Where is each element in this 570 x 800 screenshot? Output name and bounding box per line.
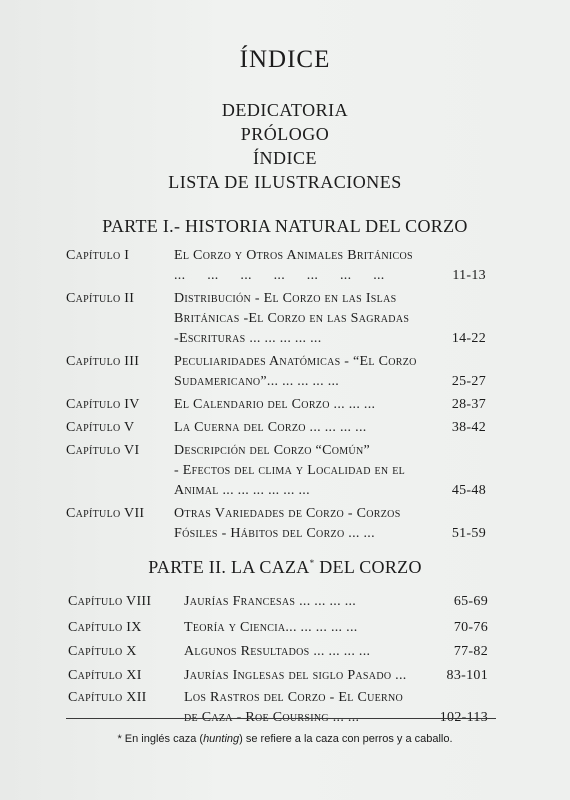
toc-entry <box>66 246 486 286</box>
page-range: 77-82 <box>453 644 488 659</box>
toc-entry <box>66 395 486 415</box>
toc-entry <box>66 441 486 501</box>
footnote-text-end: ) se refiere a la caza con perros y a caballo. <box>239 733 453 745</box>
entry-line: Animal ... ... ... ... ... ... <box>174 483 310 498</box>
entry-line: Otras Variedades de Corzo - Corzos <box>174 506 401 521</box>
page-range: 25-27 <box>451 374 486 389</box>
footnote-italic: hunting <box>203 733 240 745</box>
page-range: 45-48 <box>451 483 486 498</box>
chapter-label: Capítulo III <box>66 354 140 369</box>
page-range: 28-37 <box>451 397 486 412</box>
page-title: ÍNDICE <box>239 46 331 73</box>
toc-entry <box>66 418 486 438</box>
entry-line: - Efectos del clima y Localidad en el <box>174 463 406 478</box>
page-range: 102-113 <box>439 710 488 725</box>
entry-line: Fósiles - Hábitos del Corzo ... ... <box>174 526 375 541</box>
page-range: 11-13 <box>452 268 486 283</box>
entry-line: -Escrituras ... ... ... ... ... <box>174 331 322 346</box>
entry-line: Jaurías Francesas ... ... ... ... <box>184 594 357 609</box>
entry-line: Los Rastros del Corzo - El Cuerno <box>184 690 404 705</box>
chapter-label: Capítulo XII <box>68 690 147 705</box>
toc-entry <box>66 352 486 392</box>
chapter-label: Capítulo VII <box>66 506 145 521</box>
toc-entry <box>66 289 486 349</box>
entry-line: Descripción del Corzo “Común” <box>174 443 370 458</box>
part1-heading: PARTE I.- HISTORIA NATURAL DEL CORZO <box>102 216 468 236</box>
entry-line: Teoría y Ciencia... ... ... ... ... <box>184 620 358 635</box>
chapter-label: Capítulo VI <box>66 443 140 458</box>
entry-line: Jaurías Inglesas del siglo Pasado ... <box>184 668 407 683</box>
page-range: 51-59 <box>451 526 486 541</box>
entry-line: El Corzo y Otros Animales Británicos <box>174 248 413 263</box>
toc-entry <box>68 592 488 612</box>
page-range: 70-76 <box>453 620 488 635</box>
entry-line: Británicas -El Corzo en las Sagradas <box>174 311 410 326</box>
entry-line: La Cuerna del Corzo ... ... ... ... <box>174 420 367 435</box>
chapter-label: Capítulo XI <box>68 668 142 683</box>
chapter-label: Capítulo X <box>68 644 137 659</box>
front-matter-item: LISTA DE ILUSTRACIONES <box>168 172 402 192</box>
entry-line: ... ... ... ... ... ... ... <box>174 268 385 283</box>
toc-entry <box>68 642 488 662</box>
toc-entry <box>68 688 488 728</box>
toc-entry <box>68 666 488 686</box>
page-range: 14-22 <box>451 331 486 346</box>
entry-line: de Caza - Roe Coursing ... ... <box>184 710 360 725</box>
entry-line: El Calendario del Corzo ... ... ... <box>174 397 376 412</box>
chapter-label: Capítulo II <box>66 291 135 306</box>
part2-heading <box>0 557 570 578</box>
chapter-label: Capítulo V <box>66 420 135 435</box>
front-matter-list <box>0 98 570 194</box>
chapter-label: Capítulo I <box>66 248 130 263</box>
footnote <box>0 733 570 745</box>
chapter-label: Capítulo IX <box>68 620 142 635</box>
front-matter-item: PRÓLOGO <box>240 124 330 144</box>
entry-line: Peculiaridades Anatómicas - “El Corzo <box>174 354 417 369</box>
toc-entry <box>66 504 486 544</box>
chapter-label: Capítulo IV <box>66 397 140 412</box>
chapter-label: Capítulo VIII <box>68 594 152 609</box>
footnote-mark: * <box>309 558 315 568</box>
part2-title-end: DEL CORZO <box>314 557 422 577</box>
page-range: 38-42 <box>451 420 486 435</box>
toc-entry <box>68 618 488 638</box>
front-matter-item: DEDICATORIA <box>221 100 349 120</box>
footnote-text: * En inglés caza ( <box>117 733 204 745</box>
part2-title: PARTE II. LA CAZA <box>148 557 310 577</box>
page-range: 83-101 <box>446 668 488 683</box>
entry-line: Algunos Resultados ... ... ... ... <box>184 644 371 659</box>
entry-line: Distribución - El Corzo en las Islas <box>174 291 397 306</box>
footnote-divider <box>66 718 496 719</box>
entry-line: Sudamericano”... ... ... ... ... <box>174 374 340 389</box>
front-matter-item: ÍNDICE <box>253 148 317 168</box>
page-range: 65-69 <box>453 594 488 609</box>
